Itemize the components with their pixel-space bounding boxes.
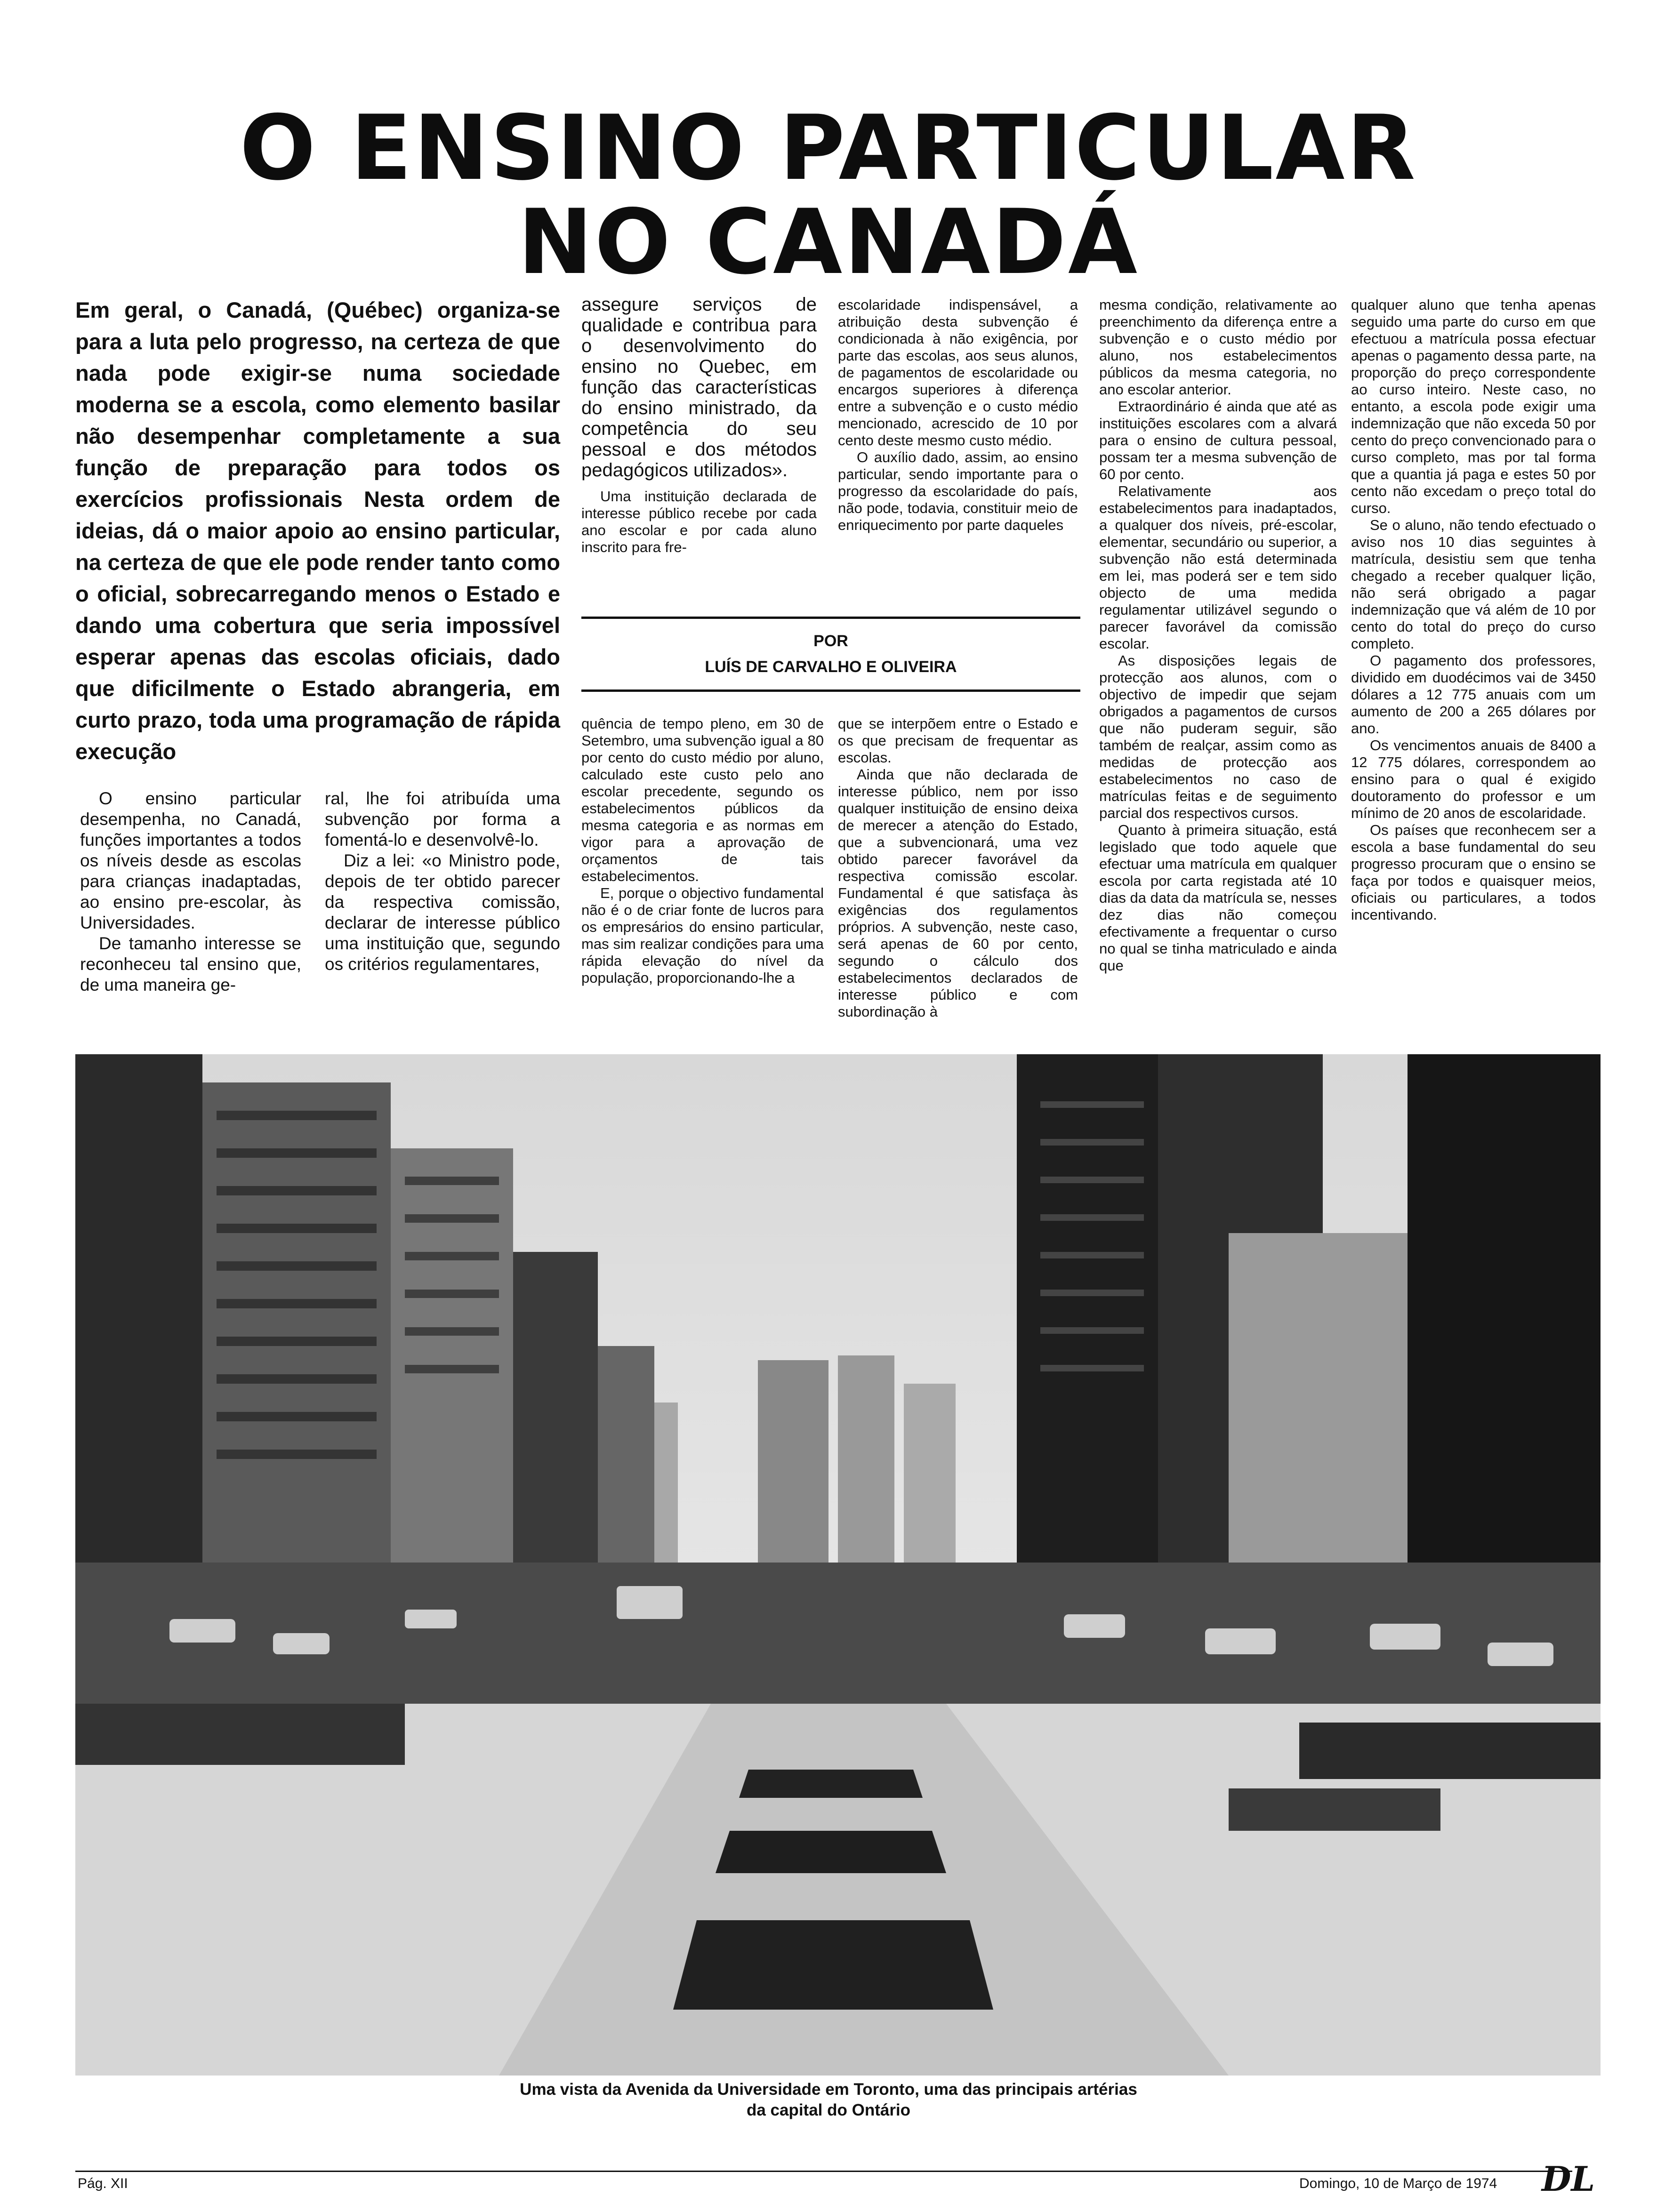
col4-top-paragraph-1: escolaridade indispensável, a atribuição desta subvenção é condicionada à não exigência, por parte das escolas, aos seus alunos, de pagamentos de escolaridade ou encargos superiores à diferença entre a subvenção e o custo médio mencionado, acrescido de 10 por cento deste mesmo custo médio. [838,297,1078,449]
caption-line-2: da capital do Ontário [746,2101,911,2119]
col5-paragraph-1: mesma condição, relativamente ao preenchimento da diferença entre a subvenção e o custo médio por aluno, nos estabelecimentos públicos da mesma categoria, no ano escolar anterior. [1099,297,1337,398]
byline-author: LUÍS DE CARVALHO E OLIVEIRA [705,658,957,676]
col6-paragraph-1: qualquer aluno que tenha apenas seguido uma parte do curso em que efectuou a matrícula possa efectuar apenas o pagamento dessa parte, na proporção do preço correspondente ao curso inteiro. Neste caso, no entanto, a escola pode exigir uma indemnização que não exceda 50 por cento do preço convencionado para o curso completo, mas por tal forma que a quantia já paga e estes 50 por cento não excedam o preço total do curso. [1351,297,1596,516]
col6-paragraph-2: Se o aluno, não tendo efectuado o aviso nos 10 dias seguintes à matrícula, desistiu sem que tenha chegado a receber qualquer lição, não será obrigado a pagar indemnização que vá além de 10 por cento do total do preço do curso completo. [1351,517,1596,652]
column-1 [80,788,301,995]
byline-rule-top [581,617,1080,619]
col5-paragraph-4: As disposições legais de protecção aos alunos, com o objectivo de impedir que sejam obrigados a pagamentos de cursos que não puderam seguir, são também de realçar, assim como as medidas de protecção aos estabelecimentos no caso de matrículas feitas e de seguimento parcial dos respectivos cursos. [1099,652,1337,821]
photo-illustration [75,1054,1601,2076]
col6-paragraph-3: O pagamento dos professores, dividido em duodécimos vai de 3450 dólares a 12 775 anuais com um aumento de 200 a 265 dólares por ano. [1351,652,1596,737]
headline-line-2: NO CANADÁ [518,190,1139,294]
column-5 [1099,297,1337,974]
col2-paragraph-2: Diz a lei: «o Ministro pode, depois de ter obtido parecer da respectiva comissão, declarar de interesse público uma instituição que, segundo os critérios regulamentares, [325,851,560,974]
publication-logo: DL [1542,2159,1595,2199]
col4-top-paragraph-2: O auxílio dado, assim, ao ensino particular, sendo importante para o progresso da escolaridade do país, não pode, todavia, constituir meio de enriquecimento por parte daqueles [838,449,1078,533]
column-2 [325,788,560,975]
footer-rule [75,2171,1572,2172]
column-4-bottom [838,715,1078,1020]
col5-paragraph-5: Quanto à primeira situação, está legislado que todo aquele que efectuar uma matrícula em qualquer escola por carta registada até 10 dias da data da matrícula se, nesses dez dias não começou efectivamente a frequentar o curso no qual se tinha matriculado e ainda que [1099,822,1337,974]
byline-label: POR [813,632,848,650]
col4-bottom-paragraph-2: Ainda que não declarada de interesse público, nem por isso qualquer instituição de ensino deixa de merecer a atenção do Estado, que a subvencionará, uma vez obtido parecer favorável da respectiva comissão escolar. Fundamental é que satisfaça às exigências dos regulamentos próprios. A subvenção, neste caso, será apenas de 60 por cento, segundo o cálculo dos estabelecimentos declarados de interesse público e com subordinação à [838,766,1078,1020]
caption-line-1: Uma vista da Avenida da Universidade em Toronto, uma das principais artérias [520,2080,1137,2099]
col1-paragraph-2: De tamanho interesse se reconheceu tal ensino que, de uma maneira ge- [80,934,301,994]
footer-page-number: Pág. XII [78,2176,128,2191]
photo-caption [0,2079,1657,2121]
column-6 [1351,297,1596,923]
col3-bottom-paragraph-2: E, porque o objectivo fundamental não é o de criar fonte de lucros para os empresários do ensino particular, mas sim realizar condições para uma rápida elevação do nível da população, proporcionando-lhe a [581,885,824,986]
col3-bottom-paragraph-1: quência de tempo pleno, em 30 de Setembro, uma subvenção igual a 80 por cento do custo médio por aluno, calculado este custo pelo ano escolar precedente, segundo os estabelecimentos públicos da mesma categoria e as normas em vigor para a aprovação de orçamentos de tais estabelecimentos. [581,715,824,884]
col5-paragraph-3: Relativamente aos estabelecimentos para inadaptados, a qualquer dos níveis, pré-escolar, elementar, secundário ou superior, a subvenção não está determinada em lei, mas poderá ser e tem sido objecto de uma medida regulamentar utilizável segundo o parecer favorável da comissão escolar. [1099,483,1337,652]
col1-paragraph-1: O ensino particular desempenha, no Canadá, funções importantes a todos os níveis desde as escolas para crianças inadaptadas, ao ensino pre-escolar, às Universidades. [80,789,301,932]
column-3-top [581,294,817,556]
intro-paragraph: Em geral, o Canadá, (Québec) organiza-se para a luta pelo progresso, na certeza de que nada pode exigir-se numa sociedade moderna se a escola, como elemento basilar não desempenhar completamente a sua função de preparação para todos os exercícios profissionais Nesta ordem de ideias, dá o maior apoio ao ensino particular, na certeza de que ele pode render tanto como o oficial, sobrecarregando menos o Estado e dando uma cobertura que seria impossível esperar apenas das escolas oficiais, dado que dificilmente o Estado abrangeria, em curto prazo, toda uma programação de rápida execução [75,297,560,764]
column-3-bottom [581,715,824,986]
col6-paragraph-4: Os vencimentos anuais de 8400 a 12 775 dólares, correspondem ao ensino para o qual é exigido doutoramento do professor e um mínimo de 20 anos de escolaridade. [1351,737,1596,821]
col3-top-paragraph-2: Uma instituição declarada de interesse público recebe por cada ano escolar e por cada aluno inscrito para fre- [581,488,817,555]
col6-paragraph-5: Os países que reconhecem ser a escola a base fundamental do seu progresso procuram que o ensino se faça por todos e quaisquer meios, oficiais ou particulares, a todos incentivando. [1351,822,1596,923]
col5-paragraph-2: Extraordinário é ainda que até as instituições escolares com a alvará para o ensino de cultura pessoal, possam ter a mesma subvenção de 60 por cento. [1099,398,1337,482]
byline-rule-bottom [581,689,1080,692]
footer-date: Domingo, 10 de Março de 1974 [1299,2176,1497,2191]
col4-bottom-paragraph-1: que se interpõem entre o Estado e os que precisam de frequentar as escolas. [838,715,1078,766]
col3-top-paragraph-1: assegure serviços de qualidade e contribua para o desenvolvimento do ensino no Quebec, em função das características do ensino ministrado, da competência do seu pessoal e dos métodos pedagógicos utilizados». [581,294,817,481]
col2-paragraph-1: ral, lhe foi atribuída uma subvenção por forma a fomentá-lo e desenvolvê-lo. [325,789,560,850]
headline-line-1: O ENSINO PARTICULAR [240,96,1417,200]
photo-university-avenue [75,1054,1601,2076]
column-4-top [838,297,1078,534]
